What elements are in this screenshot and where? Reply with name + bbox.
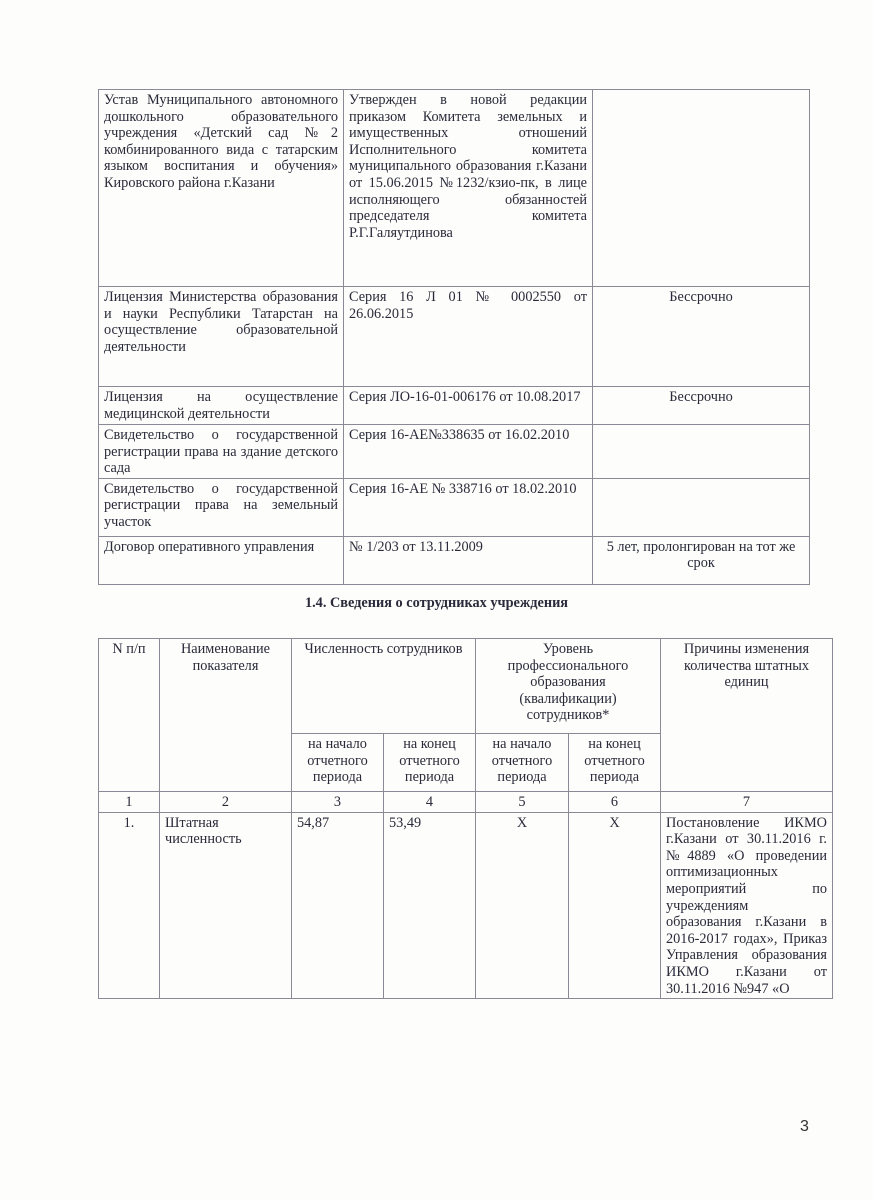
document-term	[593, 90, 810, 287]
section-heading: 1.4. Сведения о сотрудниках учреждения	[304, 595, 569, 611]
column-number: 1	[99, 792, 160, 813]
staff-table	[98, 638, 833, 999]
column-number: 2	[160, 792, 292, 813]
document-term: Бессрочно	[593, 287, 810, 387]
header-qual-start: на начало отчетного периода	[476, 734, 569, 792]
header-qualification: Уровень профессионального образования (квалификации) сотрудников*	[476, 639, 661, 734]
document-name: Свидетельство о государственной регистрации права на здание детского сада	[99, 425, 344, 479]
row-reasons: Постановление ИКМО г.Казани от 30.11.2016 г. №4889 «О проведении оптимизационных мероприятий по учреждениям образования г.Казани в 2016-2017 годах», Приказ Управления образования ИКМО г.Казани от 30.11.2016 №947 «О	[661, 812, 833, 999]
document-details: Серия 16 Л 01 № 0002550 от 26.06.2015	[344, 287, 593, 387]
column-number: 5	[476, 792, 569, 813]
document-details: Серия 16-АЕ № 338716 от 18.02.2010	[344, 478, 593, 536]
headcount-start: 54,87	[292, 812, 384, 999]
document-term	[593, 478, 810, 536]
qual-end: Х	[569, 812, 661, 999]
page-number: 3	[800, 1118, 809, 1135]
header-reasons: Причины изменения количества штатных единиц	[661, 639, 833, 792]
document-term: 5 лет, пролонгирован на тот же срок	[593, 536, 810, 584]
header-qual-end: на конец отчетного периода	[569, 734, 661, 792]
header-indicator: Наименование показателя	[160, 639, 292, 792]
header-headcount: Численность сотрудников	[292, 639, 476, 734]
qual-start: Х	[476, 812, 569, 999]
column-number: 3	[292, 792, 384, 813]
row-indicator: Штатная численность	[160, 812, 292, 999]
document-details: № 1/203 от 13.11.2009	[344, 536, 593, 584]
table-row	[99, 425, 810, 479]
table-row	[99, 387, 810, 425]
document-details: Серия ЛО-16-01-006176 от 10.08.2017	[344, 387, 593, 425]
row-num: 1.	[99, 812, 160, 999]
documents-table	[98, 89, 810, 585]
document-term: Бессрочно	[593, 387, 810, 425]
table-row	[99, 90, 810, 287]
header-row	[99, 639, 833, 734]
headcount-end: 53,49	[384, 812, 476, 999]
document-name: Договор оперативного управления	[99, 536, 344, 584]
document-details: Утвержден в новой редакции приказом Комитета земельных и имущественных отношений Исполнительного комитета муниципального образования г.Казани от 15.06.2015 №1232/кзио-пк, в лице исполняющего обязанностей председателя комитета Р.Г.Галяутдинова	[344, 90, 593, 287]
document-name: Лицензия на осуществление медицинской деятельности	[99, 387, 344, 425]
column-number: 7	[661, 792, 833, 813]
column-number: 4	[384, 792, 476, 813]
document-name: Устав Муниципального автономного дошкольного образовательного учреждения «Детский сад №2 комбинированного вида с татарским языком воспитания и обучения» Кировского района г.Казани	[99, 90, 344, 287]
header-num: N п/п	[99, 639, 160, 792]
table-row	[99, 536, 810, 584]
column-numbers-row	[99, 792, 833, 813]
document-details: Серия 16-АЕ№338635 от 16.02.2010	[344, 425, 593, 479]
table-row	[99, 812, 833, 999]
header-headcount-start: на начало отчетного периода	[292, 734, 384, 792]
document-name: Лицензия Министерства образования и науки Республики Татарстан на осуществление образовательной деятельности	[99, 287, 344, 387]
column-number: 6	[569, 792, 661, 813]
header-headcount-end: на конец отчетного периода	[384, 734, 476, 792]
table-row	[99, 478, 810, 536]
document-term	[593, 425, 810, 479]
table-row	[99, 287, 810, 387]
document-name: Свидетельство о государственной регистрации права на земельный участок	[99, 478, 344, 536]
